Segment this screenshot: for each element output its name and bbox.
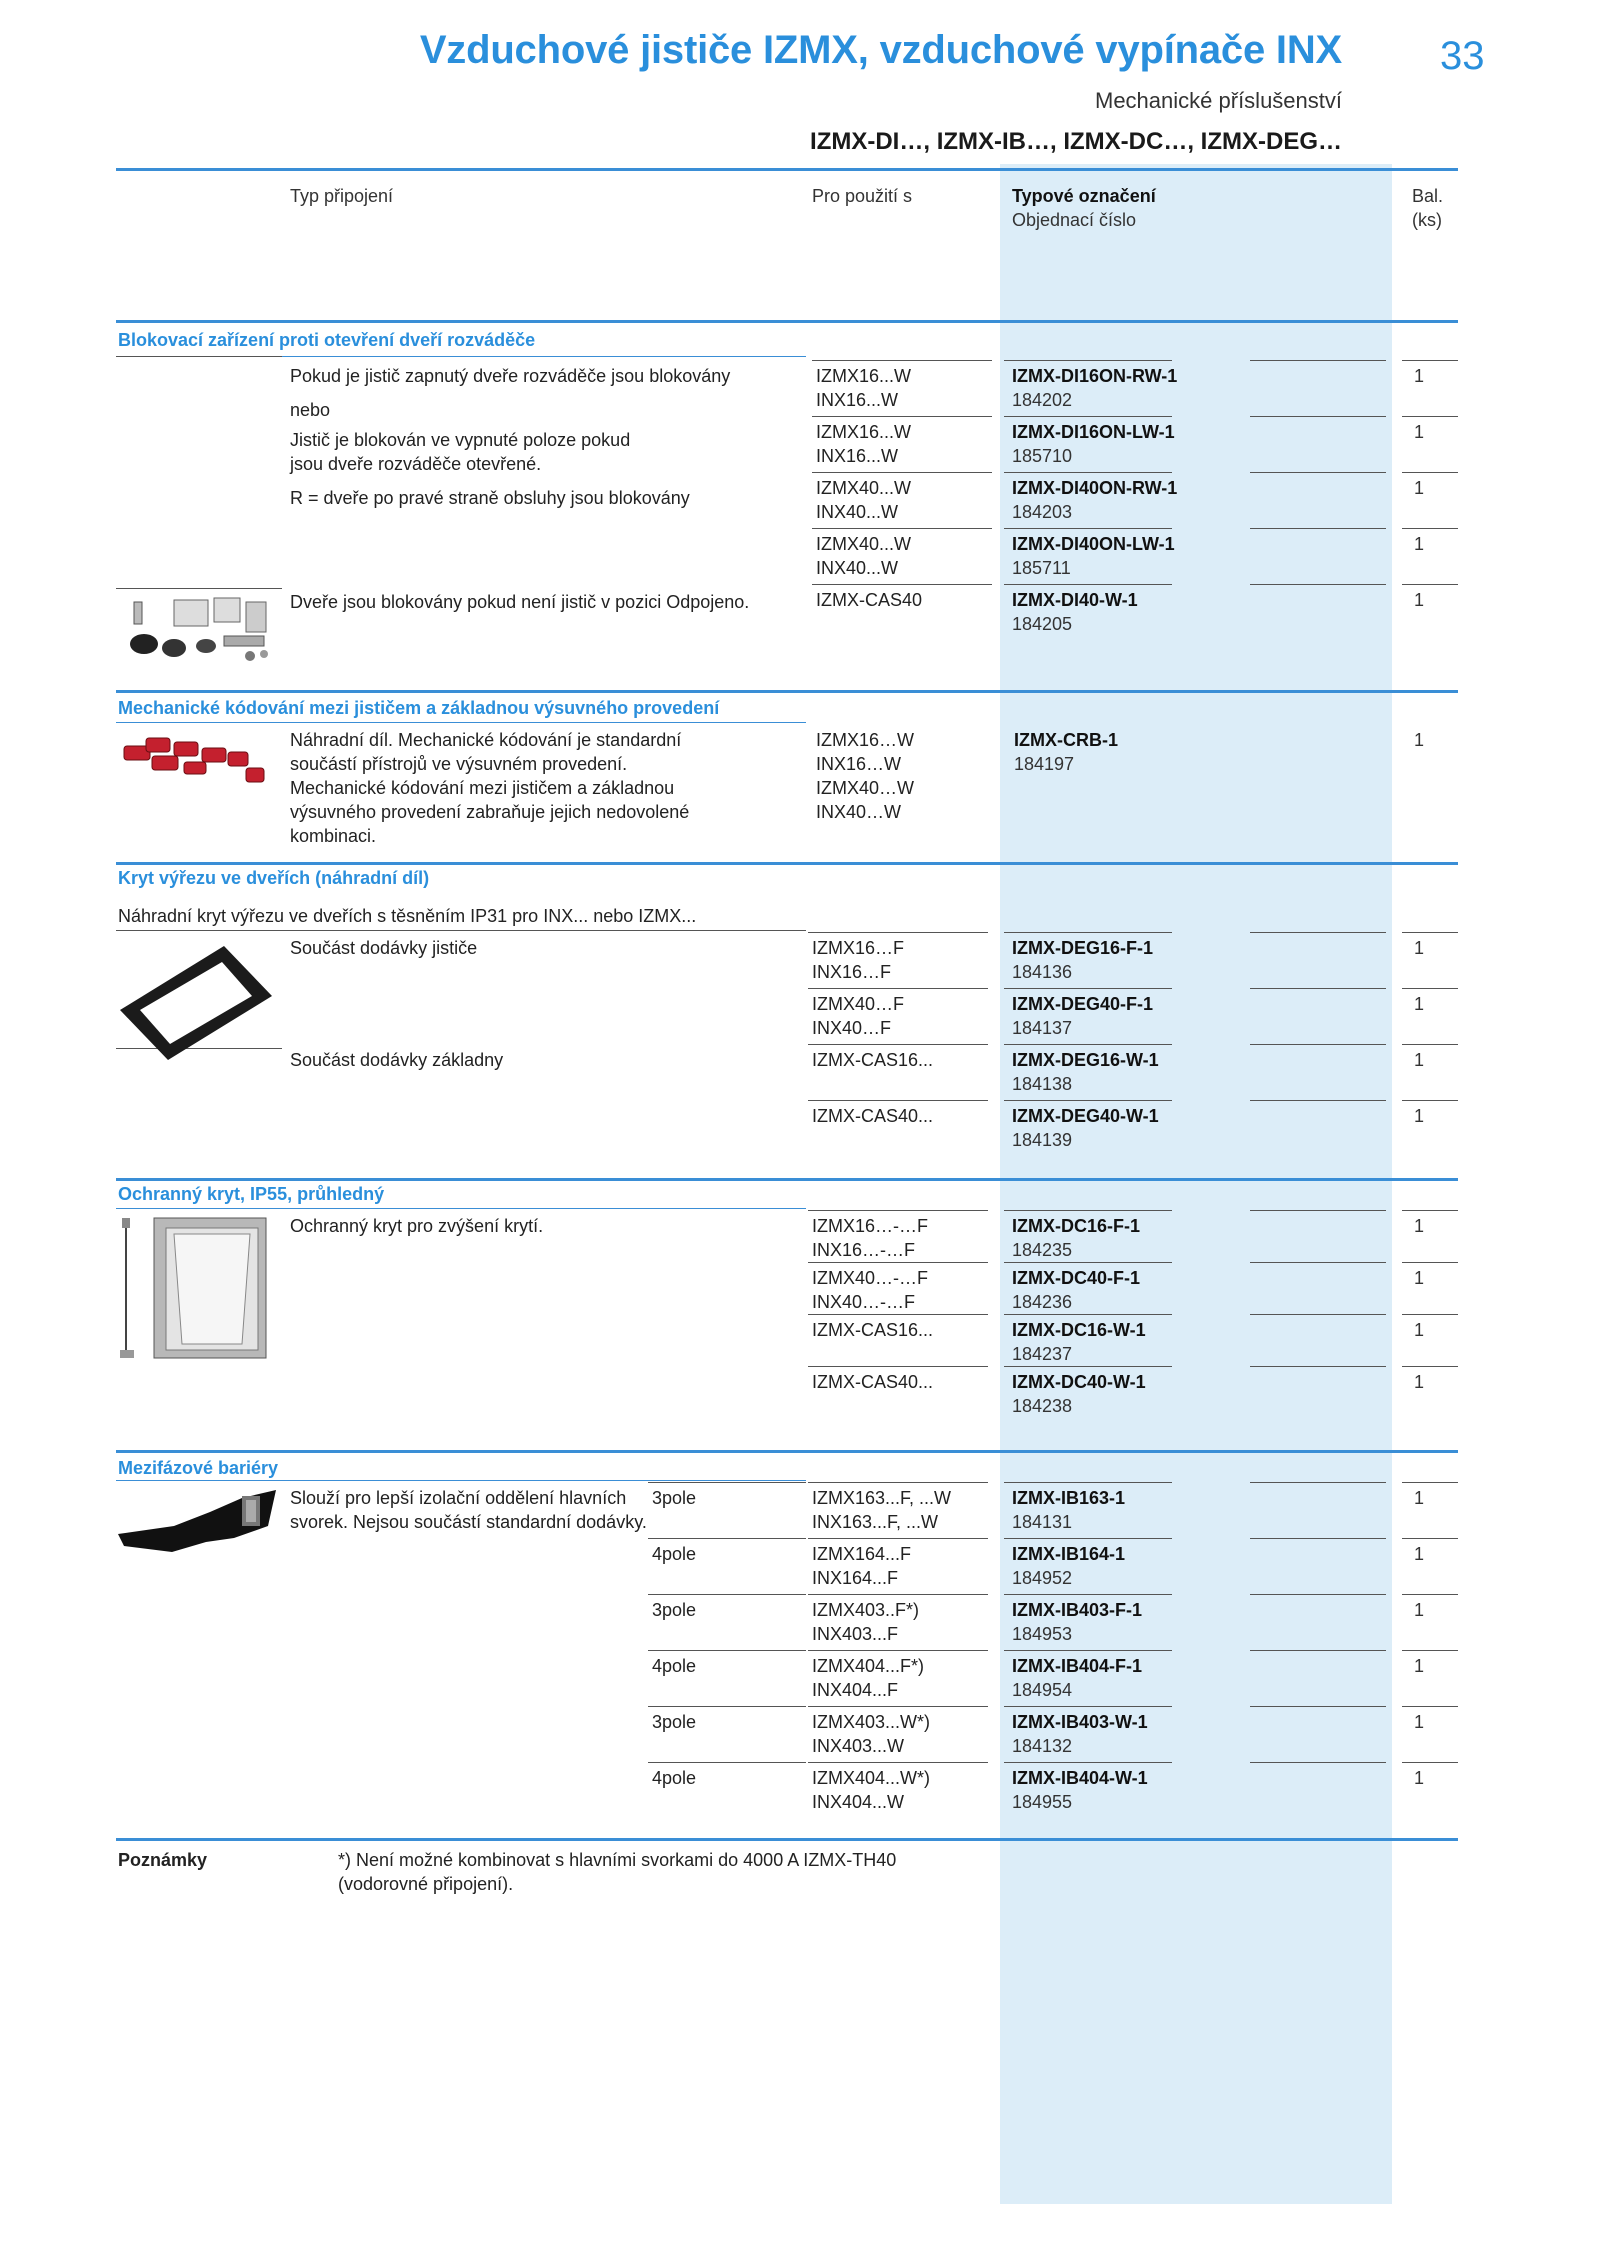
row-separator xyxy=(812,528,992,529)
row-separator xyxy=(808,1482,988,1483)
row-separator xyxy=(1402,1762,1458,1763)
row-separator xyxy=(1402,1366,1458,1367)
section-underline xyxy=(116,1480,806,1481)
row-order-number: 184132 xyxy=(1012,1736,1073,1756)
row-qty: 1 xyxy=(1414,590,1425,610)
section-title-barriers: Mezifázové bariéry xyxy=(118,1458,279,1478)
door-cover-breaker-desc: Součást dodávky jističe xyxy=(290,938,478,958)
row-use-with-2: INX40...W xyxy=(816,558,899,578)
row-order-number: 184954 xyxy=(1012,1680,1073,1700)
row-type-code: IZMX-DI16ON-RW-1 xyxy=(1012,366,1178,386)
row-separator xyxy=(1402,360,1458,361)
image-rule xyxy=(116,588,282,589)
row-use-with-2: INX16…F xyxy=(812,962,892,982)
row-type-code: IZMX-IB404-F-1 xyxy=(1012,1656,1143,1676)
notes-line-2: (vodorovné připojení). xyxy=(338,1874,514,1894)
section-title-door-lock: Blokovací zařízení proti otevření dveří rozváděče xyxy=(118,330,536,350)
row-qty: 1 xyxy=(1414,1488,1425,1508)
row-separator xyxy=(1250,932,1386,933)
row-separator xyxy=(1402,1314,1458,1315)
page-subtitle: Mechanické příslušenství xyxy=(1095,88,1342,113)
door-lock-desc-disconnected: Dveře jsou blokovány pokud není jistič v pozici Odpojeno. xyxy=(290,592,750,612)
row-separator xyxy=(648,1706,806,1707)
row-separator xyxy=(1004,988,1172,989)
row-use-with-2: INX40...W xyxy=(816,502,899,522)
row-separator xyxy=(1004,1314,1172,1315)
row-separator xyxy=(1250,1262,1386,1263)
row-use-with-1: IZMX403..F*) xyxy=(812,1600,920,1620)
row-order-number: 184955 xyxy=(1012,1792,1073,1812)
coding-desc-2: součástí přístrojů ve výsuvném provedení. xyxy=(290,754,628,774)
row-type-code: IZMX-DI40ON-LW-1 xyxy=(1012,534,1175,554)
row-poles: 3pole xyxy=(652,1488,697,1508)
row-separator xyxy=(812,472,992,473)
row-order-number: 184137 xyxy=(1012,1018,1073,1038)
row-separator xyxy=(808,1706,988,1707)
coding-desc-4: výsuvného provedení zabraňuje jejich nedovolené xyxy=(290,802,690,822)
row-separator xyxy=(1004,1044,1172,1045)
row-type-code: IZMX-DI16ON-LW-1 xyxy=(1012,422,1175,442)
notes-rule xyxy=(116,1838,1458,1841)
row-separator xyxy=(1250,988,1386,989)
row-separator xyxy=(648,1762,806,1763)
row-order-number: 184205 xyxy=(1012,614,1073,634)
row-separator xyxy=(1004,932,1172,933)
row-use-with-1: IZMX163...F, ...W xyxy=(812,1488,952,1508)
row-use-with-2: INX163...F, ...W xyxy=(812,1512,939,1532)
row-separator xyxy=(808,1314,988,1315)
coding-order-number: 184197 xyxy=(1014,754,1075,774)
row-use-with-1: IZMX16…F xyxy=(812,938,905,958)
coding-desc-5: kombinaci. xyxy=(290,826,377,846)
type-column-shading xyxy=(1000,164,1392,2204)
row-use-with-1: IZMX-CAS40... xyxy=(812,1372,934,1392)
row-order-number: 184236 xyxy=(1012,1292,1073,1312)
row-order-number: 184238 xyxy=(1012,1396,1073,1416)
row-qty: 1 xyxy=(1414,1656,1425,1676)
row-use-with-2: INX40…-…F xyxy=(812,1292,916,1312)
col-use-with: Pro použití s xyxy=(812,186,913,206)
row-type-code: IZMX-DC40-F-1 xyxy=(1012,1268,1141,1288)
row-separator xyxy=(1004,360,1172,361)
col-pack-unit: (ks) xyxy=(1412,210,1442,230)
row-qty: 1 xyxy=(1414,1372,1425,1392)
row-order-number: 185710 xyxy=(1012,446,1073,466)
row-separator xyxy=(812,416,992,417)
row-separator xyxy=(1402,1210,1458,1211)
row-order-number: 184235 xyxy=(1012,1240,1073,1260)
row-use-with-1: IZMX-CAS16... xyxy=(812,1050,934,1070)
row-separator xyxy=(1004,1366,1172,1367)
row-separator xyxy=(1004,584,1172,585)
row-order-number: 184953 xyxy=(1012,1624,1073,1644)
row-order-number: 184136 xyxy=(1012,962,1073,982)
row-type-code: IZMX-DC16-W-1 xyxy=(1012,1320,1146,1340)
row-separator xyxy=(1004,1650,1172,1651)
row-separator xyxy=(1250,1314,1386,1315)
row-separator xyxy=(808,932,988,933)
row-separator xyxy=(1402,1100,1458,1101)
row-separator xyxy=(1004,472,1172,473)
row-separator xyxy=(1402,416,1458,417)
row-type-code: IZMX-DI40-W-1 xyxy=(1012,590,1138,610)
row-separator xyxy=(1250,528,1386,529)
phase-barrier-icon xyxy=(114,1486,280,1556)
row-qty: 1 xyxy=(1414,1268,1425,1288)
section-underline xyxy=(116,930,806,931)
row-separator xyxy=(1402,1044,1458,1045)
row-separator xyxy=(1004,1538,1172,1539)
door-lock-desc-1: Pokud je jistič zapnutý dveře rozváděče jsou blokovány xyxy=(290,366,731,386)
row-qty: 1 xyxy=(1414,1106,1425,1126)
protective-cover-desc: Ochranný kryt pro zvýšení krytí. xyxy=(290,1216,544,1236)
page-number: 33 xyxy=(1440,34,1485,78)
row-use-with-1: IZMX40...W xyxy=(816,478,912,498)
row-use-with-1: IZMX164...F xyxy=(812,1544,912,1564)
door-interlock-parts-icon xyxy=(114,596,284,666)
row-order-number: 185711 xyxy=(1012,558,1071,578)
row-separator xyxy=(1250,1538,1386,1539)
row-qty: 1 xyxy=(1414,1768,1425,1788)
row-separator xyxy=(808,1538,988,1539)
row-separator xyxy=(1250,1762,1386,1763)
row-qty: 1 xyxy=(1414,534,1425,554)
row-separator xyxy=(1250,1366,1386,1367)
row-separator xyxy=(1250,416,1386,417)
row-qty: 1 xyxy=(1414,1712,1425,1732)
row-use-with-2: INX164...F xyxy=(812,1568,899,1588)
row-separator xyxy=(1004,1706,1172,1707)
row-separator xyxy=(648,1650,806,1651)
row-use-with-1: IZMX404...W*) xyxy=(812,1768,931,1788)
door-cover-intro: Náhradní kryt výřezu ve dveřích s těsněním IP31 pro INX... nebo IZMX... xyxy=(118,906,697,926)
coding-qty: 1 xyxy=(1414,730,1425,750)
coding-use-4: INX40…W xyxy=(816,802,902,822)
row-separator xyxy=(1004,528,1172,529)
row-separator xyxy=(1402,1482,1458,1483)
row-use-with-1: IZMX40…F xyxy=(812,994,905,1014)
row-qty: 1 xyxy=(1414,1050,1425,1070)
row-use-with-2: INX404...W xyxy=(812,1792,905,1812)
row-separator xyxy=(1402,1262,1458,1263)
row-type-code: IZMX-DEG40-W-1 xyxy=(1012,1106,1159,1126)
row-type-code: IZMX-DI40ON-RW-1 xyxy=(1012,478,1178,498)
row-separator xyxy=(808,1262,988,1263)
row-type-code: IZMX-DC40-W-1 xyxy=(1012,1372,1146,1392)
row-order-number: 184138 xyxy=(1012,1074,1073,1094)
row-separator xyxy=(1402,988,1458,989)
row-use-with-2: INX16...W xyxy=(816,390,899,410)
row-separator xyxy=(648,1482,806,1483)
row-type-code: IZMX-DEG16-W-1 xyxy=(1012,1050,1159,1070)
row-separator xyxy=(1250,1210,1386,1211)
row-separator xyxy=(1004,1762,1172,1763)
col-connection: Typ připojení xyxy=(290,186,394,206)
row-use-with-2: INX16…-…F xyxy=(812,1240,916,1260)
row-separator xyxy=(808,1594,988,1595)
section-underline xyxy=(116,722,806,723)
row-qty: 1 xyxy=(1414,1216,1425,1236)
row-use-with-1: IZMX16...W xyxy=(816,422,912,442)
row-type-code: IZMX-IB163-1 xyxy=(1012,1488,1126,1508)
row-separator xyxy=(1250,584,1386,585)
notes-line-1: *) Není možné kombinovat s hlavními svorkami do 4000 A IZMX-TH40 xyxy=(338,1850,897,1870)
row-type-code: IZMX-IB403-W-1 xyxy=(1012,1712,1148,1732)
section-title-protective-cover: Ochranný kryt, IP55, průhledný xyxy=(118,1184,385,1204)
row-separator xyxy=(812,584,992,585)
row-separator xyxy=(1250,1706,1386,1707)
col-pack: Bal. xyxy=(1412,186,1444,206)
row-separator xyxy=(808,1762,988,1763)
row-poles: 3pole xyxy=(652,1600,697,1620)
row-use-with-2: INX40…F xyxy=(812,1018,892,1038)
image-rule xyxy=(116,356,282,357)
coding-use-3: IZMX40…W xyxy=(816,778,915,798)
transparent-cover-icon xyxy=(114,1214,274,1366)
section-title-door-cover: Kryt výřezu ve dveřích (náhradní díl) xyxy=(118,868,430,888)
section-rule xyxy=(116,320,1458,323)
row-qty: 1 xyxy=(1414,478,1425,498)
row-use-with-1: IZMX40…-…F xyxy=(812,1268,929,1288)
barriers-desc-2: svorek. Nejsou součástí standardní dodávky. xyxy=(290,1512,647,1532)
row-qty: 1 xyxy=(1414,366,1425,386)
row-separator xyxy=(808,1650,988,1651)
row-separator xyxy=(1402,584,1458,585)
coding-use-2: INX16…W xyxy=(816,754,902,774)
row-use-with-1: IZMX16...W xyxy=(816,366,912,386)
row-separator xyxy=(1402,1650,1458,1651)
row-qty: 1 xyxy=(1414,1544,1425,1564)
row-type-code: IZMX-DC16-F-1 xyxy=(1012,1216,1141,1236)
page-title: Vzduchové jističe IZMX, vzduchové vypínače INX xyxy=(419,28,1342,72)
row-order-number: 184139 xyxy=(1012,1130,1073,1150)
row-poles: 4pole xyxy=(652,1656,697,1676)
row-order-number: 184237 xyxy=(1012,1344,1073,1364)
section-rule xyxy=(116,690,1458,693)
row-use-with-1: IZMX404...F*) xyxy=(812,1656,925,1676)
door-frame-gasket-icon xyxy=(116,940,276,1065)
row-separator xyxy=(1250,1594,1386,1595)
row-use-with-2: INX404...F xyxy=(812,1680,899,1700)
row-qty: 1 xyxy=(1414,422,1425,442)
door-lock-desc-4: jsou dveře rozváděče otevřené. xyxy=(290,454,542,474)
row-poles: 4pole xyxy=(652,1544,697,1564)
row-separator xyxy=(1250,1650,1386,1651)
row-use-with-1: IZMX40...W xyxy=(816,534,912,554)
row-type-code: IZMX-IB164-1 xyxy=(1012,1544,1126,1564)
row-use-with-1: IZMX16…-…F xyxy=(812,1216,929,1236)
row-separator xyxy=(1250,472,1386,473)
row-separator xyxy=(1004,416,1172,417)
row-separator xyxy=(1250,1100,1386,1101)
row-separator xyxy=(808,1100,988,1101)
coding-use-1: IZMX16…W xyxy=(816,730,915,750)
row-qty: 1 xyxy=(1414,938,1425,958)
row-use-with-2: INX403...F xyxy=(812,1624,899,1644)
row-type-code: IZMX-DEG40-F-1 xyxy=(1012,994,1154,1014)
col-type: Typové označení xyxy=(1012,186,1156,206)
row-separator xyxy=(1250,1482,1386,1483)
row-separator xyxy=(1402,472,1458,473)
door-cover-base-desc: Součást dodávky základny xyxy=(290,1050,504,1070)
row-separator xyxy=(1004,1262,1172,1263)
section-underline xyxy=(116,1208,806,1209)
row-qty: 1 xyxy=(1414,1320,1425,1340)
row-separator xyxy=(1004,1100,1172,1101)
row-order-number: 184202 xyxy=(1012,390,1073,410)
notes-label: Poznámky xyxy=(118,1850,208,1870)
row-separator xyxy=(1402,1706,1458,1707)
row-separator xyxy=(1004,1210,1172,1211)
door-lock-desc-2: nebo xyxy=(290,400,331,420)
door-lock-desc-3: Jistič je blokován ve vypnuté poloze pokud xyxy=(290,430,631,450)
row-separator xyxy=(648,1594,806,1595)
red-coding-pins-icon xyxy=(116,728,276,798)
row-order-number: 184131 xyxy=(1012,1512,1073,1532)
barriers-desc-1: Slouží pro lepší izolační oddělení hlavních xyxy=(290,1488,627,1508)
row-separator xyxy=(1250,360,1386,361)
row-use-with-1: IZMX-CAS16... xyxy=(812,1320,934,1340)
row-separator xyxy=(812,360,992,361)
row-use-with-2: INX16...W xyxy=(816,446,899,466)
row-use-with-1: IZMX-CAS40... xyxy=(812,1106,934,1126)
row-separator xyxy=(1004,1482,1172,1483)
section-title-coding: Mechanické kódování mezi jističem a základnou výsuvného provedení xyxy=(118,698,720,718)
row-type-code: IZMX-IB404-W-1 xyxy=(1012,1768,1148,1788)
row-type-code: IZMX-DEG16-F-1 xyxy=(1012,938,1154,958)
row-type-code: IZMX-IB403-F-1 xyxy=(1012,1600,1143,1620)
row-poles: 3pole xyxy=(652,1712,697,1732)
row-separator xyxy=(808,1210,988,1211)
row-separator xyxy=(1402,528,1458,529)
coding-type-code: IZMX-CRB-1 xyxy=(1014,730,1118,750)
row-separator xyxy=(1402,1538,1458,1539)
row-separator xyxy=(1004,1594,1172,1595)
row-separator xyxy=(808,988,988,989)
row-use-with-1: IZMX403...W*) xyxy=(812,1712,931,1732)
door-lock-desc-5: R = dveře po pravé straně obsluhy jsou blokovány xyxy=(290,488,690,508)
model-list: IZMX-DI…, IZMX-IB…, IZMX-DC…, IZMX-DEG… xyxy=(810,128,1342,155)
section-rule xyxy=(116,862,1458,865)
section-rule xyxy=(116,1178,1458,1181)
row-separator xyxy=(1402,932,1458,933)
row-separator xyxy=(1402,1594,1458,1595)
row-separator xyxy=(648,1538,806,1539)
row-order-number: 184952 xyxy=(1012,1568,1073,1588)
row-poles: 4pole xyxy=(652,1768,697,1788)
row-qty: 1 xyxy=(1414,994,1425,1014)
row-separator xyxy=(1250,1044,1386,1045)
row-qty: 1 xyxy=(1414,1600,1425,1620)
header-rule xyxy=(116,168,1458,171)
row-order-number: 184203 xyxy=(1012,502,1073,522)
coding-desc-3: Mechanické kódování mezi jističem a základnou xyxy=(290,778,675,798)
row-use-with-1: IZMX-CAS40 xyxy=(816,590,923,610)
row-separator xyxy=(808,1366,988,1367)
row-separator xyxy=(808,1044,988,1045)
section-rule xyxy=(116,1450,1458,1453)
row-use-with-2: INX403...W xyxy=(812,1736,905,1756)
coding-desc-1: Náhradní díl. Mechanické kódování je standardní xyxy=(290,730,682,750)
col-order: Objednací číslo xyxy=(1012,210,1137,230)
